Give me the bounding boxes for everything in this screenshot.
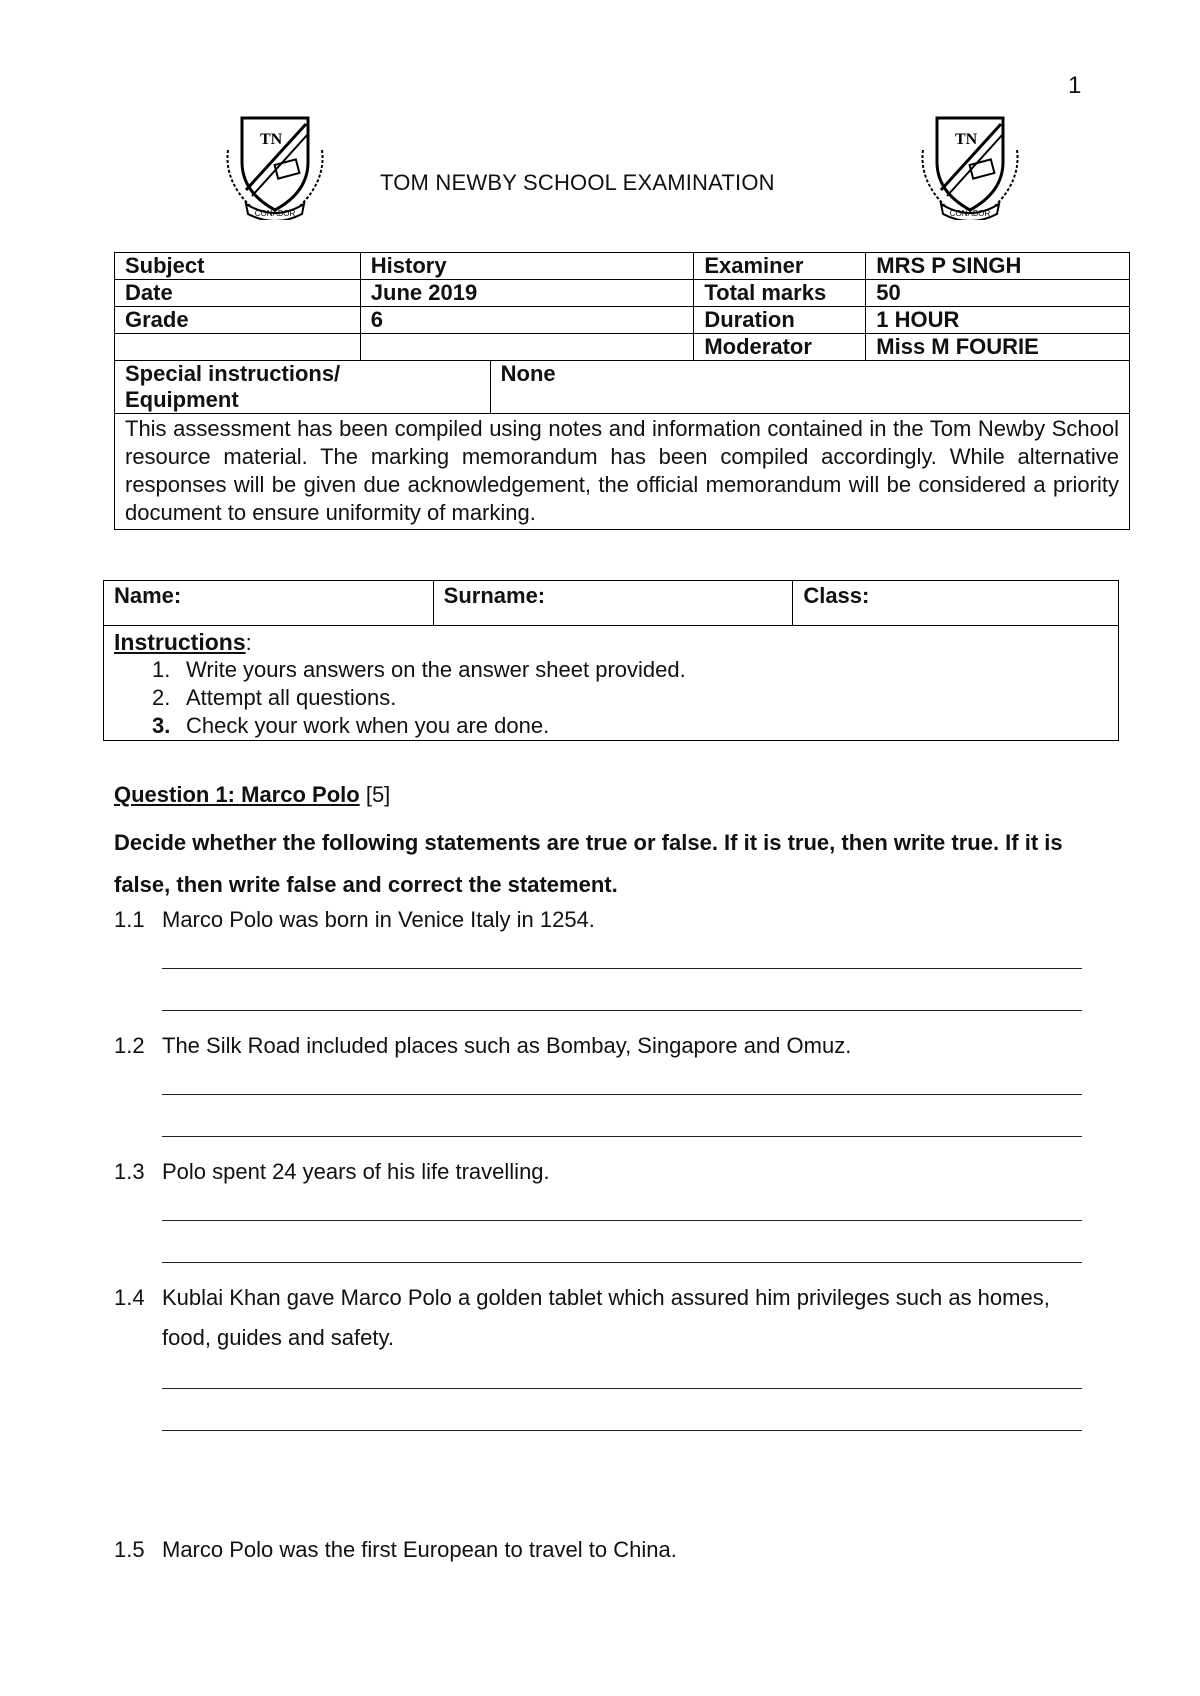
question-instructions: Decide whether the following statements are true or false. If it is true, then write true. If it is false, then write false and correct the statement.	[114, 830, 1063, 897]
item-number: 1.4	[114, 1285, 145, 1310]
school-crest-right	[915, 110, 1025, 220]
instructions-heading: Instructions	[114, 629, 246, 655]
item-text: Marco Polo was the first European to travel to China.	[162, 1537, 677, 1562]
examiner-label: Examiner	[694, 253, 866, 280]
list-item: 2. Attempt all questions.	[152, 685, 397, 710]
item-number: 1.3	[114, 1159, 145, 1184]
moderator-value: Miss M FOURIE	[866, 334, 1130, 361]
question-item-1-5	[114, 1530, 1094, 1570]
item-number: 1.5	[114, 1537, 145, 1562]
answer-line[interactable]	[162, 1010, 1082, 1011]
question-item-1-2	[114, 1026, 1094, 1066]
item-number: 1.2	[114, 1033, 145, 1058]
instructions-block	[104, 626, 1119, 741]
special-instructions-value: None	[490, 361, 1129, 414]
answer-line[interactable]	[162, 1094, 1082, 1095]
grade-label: Grade	[115, 307, 361, 334]
svg-text:TN: TN	[260, 131, 283, 148]
special-instructions-label	[115, 361, 491, 414]
date-label: Date	[115, 280, 361, 307]
question-title: Question 1: Marco Polo	[114, 782, 360, 807]
item-text: Polo spent 24 years of his life travelling.	[162, 1159, 550, 1184]
special-label-line1: Special instructions/	[125, 361, 341, 386]
student-details-table	[103, 580, 1119, 741]
question-marks: [5]	[365, 782, 391, 807]
item-text: Marco Polo was born in Venice Italy in 1254.	[162, 907, 595, 932]
page-number: 1	[1068, 72, 1082, 99]
answer-line[interactable]	[162, 1388, 1082, 1389]
item-text: The Silk Road included places such as Bombay, Singapore and Omuz.	[162, 1033, 852, 1058]
duration-label: Duration	[694, 307, 866, 334]
subject-value: History	[360, 253, 694, 280]
item-number: 1.1	[114, 907, 145, 932]
item-text: Kublai Khan gave Marco Polo a golden tablet which assured him privileges such as homes, food, guides and safety.	[162, 1285, 1050, 1350]
exam-title: TOM NEWBY SCHOOL EXAMINATION	[380, 170, 775, 195]
examiner-value: MRS P SINGH	[866, 253, 1130, 280]
total-marks-label: Total marks	[694, 280, 866, 307]
empty-cell	[360, 334, 694, 361]
grade-value: 6	[360, 307, 694, 334]
total-marks-value: 50	[866, 280, 1130, 307]
duration-value: 1 HOUR	[866, 307, 1130, 334]
answer-line[interactable]	[162, 1430, 1082, 1431]
question-item-1-3	[114, 1152, 1094, 1192]
question-1-heading	[114, 782, 390, 808]
answer-line[interactable]	[162, 1262, 1082, 1263]
empty-cell	[115, 334, 361, 361]
svg-text:CONABOR: CONABOR	[254, 209, 296, 218]
instructions-colon: :	[245, 630, 252, 655]
answer-line[interactable]	[162, 1220, 1082, 1221]
surname-field[interactable]: Surname:	[433, 581, 793, 626]
answer-line[interactable]	[162, 968, 1082, 969]
subject-label: Subject	[115, 253, 361, 280]
question-item-1-4	[114, 1278, 1094, 1358]
class-field[interactable]: Class:	[793, 581, 1119, 626]
date-value: June 2019	[360, 280, 694, 307]
school-crest-left	[220, 110, 330, 220]
moderator-label: Moderator	[694, 334, 866, 361]
list-item: 3. Check your work when you are done.	[152, 713, 550, 738]
answer-line[interactable]	[162, 1136, 1082, 1137]
question-item-1-1	[114, 900, 1094, 940]
svg-text:TN: TN	[955, 131, 978, 148]
list-item: 1. Write yours answers on the answer sheet provided.	[152, 657, 686, 682]
exam-info-table	[114, 252, 1130, 530]
svg-text:CONABOR: CONABOR	[949, 209, 991, 218]
name-field[interactable]: Name:	[104, 581, 434, 626]
special-label-line2: Equipment	[125, 387, 239, 412]
instructions-list	[114, 656, 1108, 740]
assessment-disclaimer: This assessment has been compiled using notes and information contained in the Tom Newby School resource material. The marking memorandum has been compiled accordingly. While alternative responses will be given due acknowledgement, the official memorandum will be considered a priority document to ensure uniformity of marking.	[115, 414, 1130, 530]
